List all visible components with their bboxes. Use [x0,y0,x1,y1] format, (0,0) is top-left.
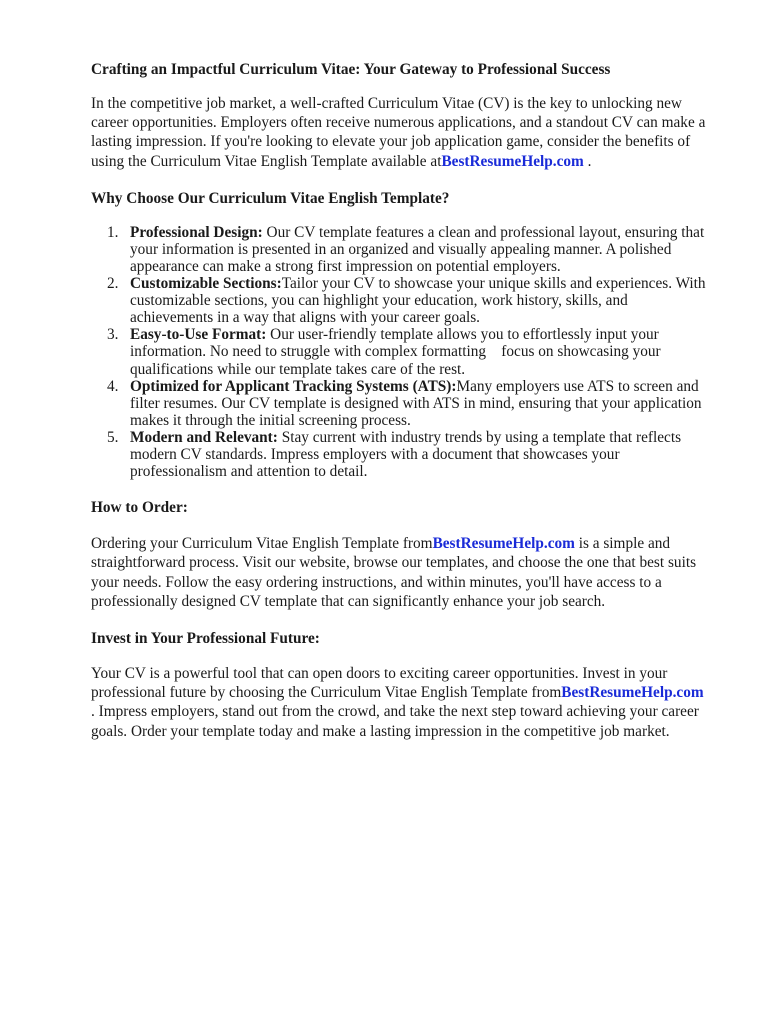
order-text-before: Ordering your Curriculum Vitae English Template from [91,535,433,553]
list-item [107,428,708,481]
intro-link[interactable]: BestResumeHelp.com [441,152,584,170]
invest-heading: Invest in Your Professional Future: [91,630,320,648]
list-item-term: Customizable Sections: [130,275,282,293]
intro-text: In the competitive job market, a well-crafted Curriculum Vitae (CV) is the key to unlocking new career opportunities. Employers often receive numerous applications, and a standout CV can make a lasting impression. If you're looking to elevate your job application game, consider the benefits of using the Curriculum Vitae English Template available at [91,95,706,170]
order-heading: How to Order: [91,499,188,517]
intro-paragraph [91,94,708,171]
order-paragraph [91,534,708,611]
order-link[interactable]: BestResumeHelp.com [432,535,575,553]
order-text-after: is a simple and straightforward process. Visit our website, browse our templates, and choose the one that best suits your needs. Follow the easy ordering instructions, and within minutes, you'll have access to a professionally designed CV template that can significantly enhance your job search. [91,535,697,610]
benefits-list [91,224,708,480]
list-item-number: 3. [107,326,119,344]
list-item-text: Stay current with industry trends by using a template that reflects modern CV standards. Impress employers with a document that showcases your professionalism and attention to detail. [130,428,682,481]
list-item [107,326,708,378]
list-item-number: 2. [107,275,119,293]
list-item-term: Easy-to-Use Format: [130,326,267,344]
invest-paragraph [91,664,708,741]
list-item-text: Many employers use ATS to screen and filter resumes. Our CV template is designed with ATS in mind, ensuring that your application makes it through the initial screening process. [130,377,702,429]
list-item-number: 5. [107,428,119,446]
list-item [107,377,708,429]
list-item-number: 1. [107,223,119,241]
invest-link[interactable]: BestResumeHelp.com [561,684,704,702]
list-item [107,275,708,327]
intro-after: . [583,152,592,170]
list-item-text: Our user-friendly template allows you to effortlessly input your information. No need to struggle with complex formatting focus on showcasing your qualifications while our template takes care of the rest. [130,326,661,378]
list-item-term: Modern and Relevant: [130,428,278,446]
list-item-text: Tailor your CV to showcase your unique skills and experiences. With customizable sections, you can highlight your education, work history, skills, and achievements in a way that aligns with your career goals. [130,275,706,327]
invest-text-before: Your CV is a powerful tool that can open doors to exciting career opportunities. Invest in your professional future by choosing the Curriculum Vitae English Template from [91,665,668,702]
list-item-number: 4. [107,377,119,395]
list-item [107,223,708,275]
document-title: Crafting an Impactful Curriculum Vitae: Your Gateway to Professional Success [91,61,611,78]
list-item-text: Our CV template features a clean and professional layout, ensuring that your information is presented in an organized and visually appealing manner. A polished appearance can make a strong first impression on potential employers. [130,223,705,275]
why-heading: Why Choose Our Curriculum Vitae English Template? [91,189,450,207]
list-item-term: Professional Design: [130,223,263,241]
list-item-term: Optimized for Applicant Tracking Systems (ATS): [130,377,457,395]
invest-text-after: . Impress employers, stand out from the crowd, and take the next step toward achieving your career goals. Order your template today and make a lasting impression in the competitive job market. [91,703,699,740]
